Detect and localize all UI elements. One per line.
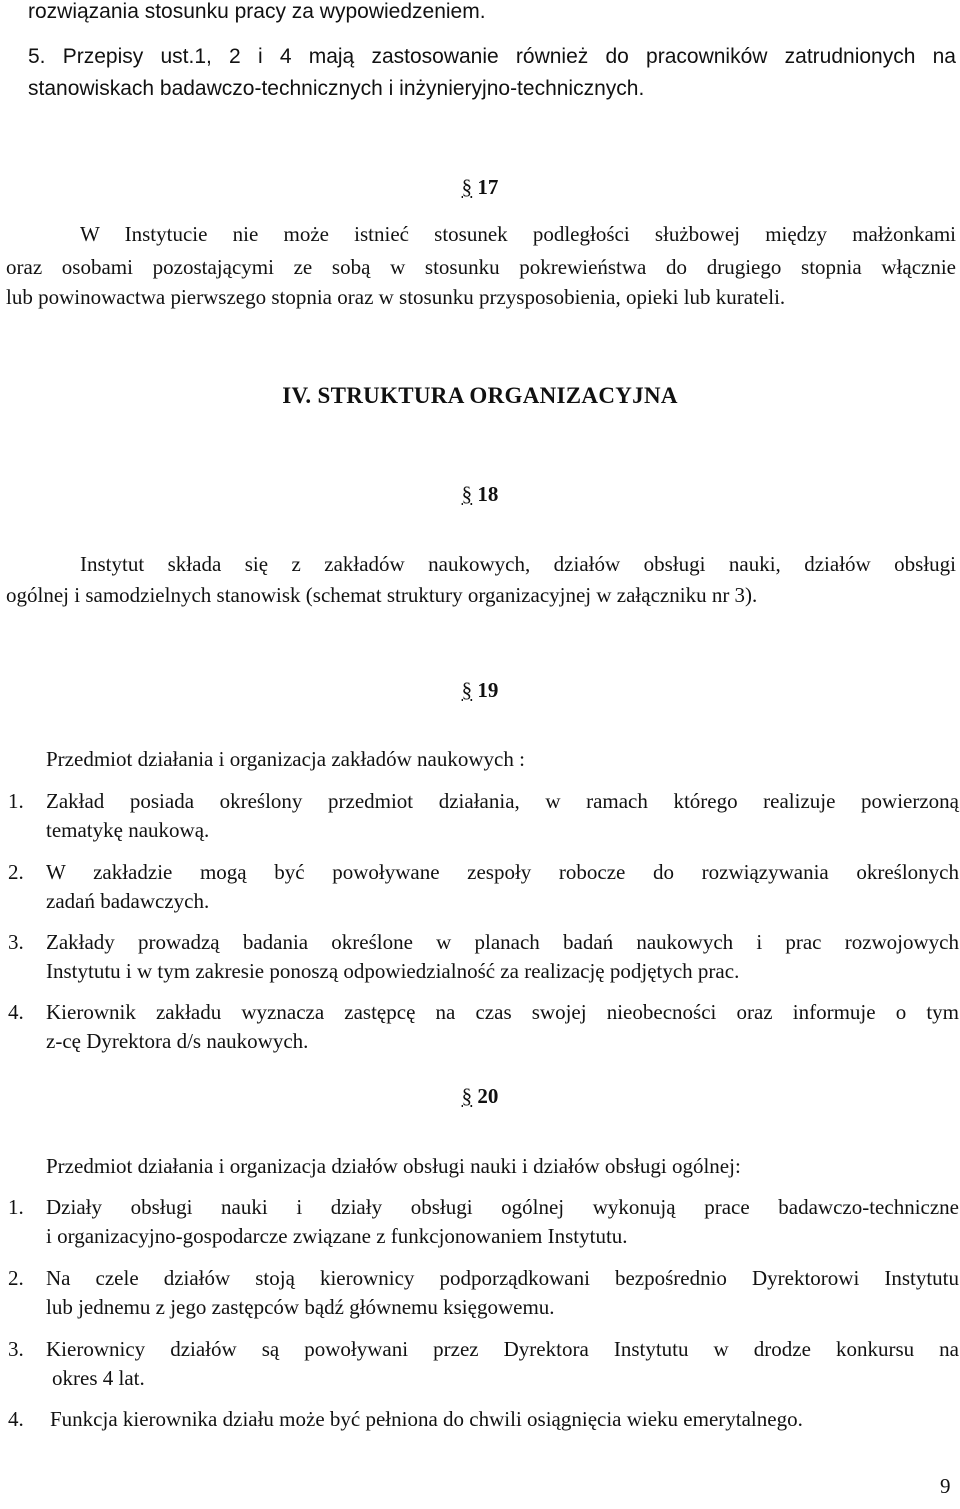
paragraph-5-line-2: stanowiskach badawczo-technicznych i inżynieryjno-technicznych. (28, 77, 645, 100)
list-item-line: i organizacyjno-gospodarcze związane z funkcjonowaniem Instytutu. (46, 1224, 628, 1248)
list-item-number: 4. (8, 1000, 24, 1024)
list-item-line: Kierownicy działów są powoływani przez Dyrektora Instytutu w drodze konkursu na (46, 1337, 959, 1361)
section-symbol: § (461, 1084, 473, 1108)
list-item-line: z-cę Dyrektora d/s naukowych. (46, 1029, 309, 1053)
section-number: 19 (477, 678, 499, 702)
list-item-number: 1. (8, 789, 24, 813)
list-item-line: Działy obsługi nauki i działy obsługi ogólnej wykonują prace badawczo-techniczne (46, 1195, 959, 1219)
section-18-heading (0, 482, 960, 507)
list-item-line: Zakłady prowadzą badania określone w planach badań naukowych i prac rozwojowych (46, 930, 959, 954)
list-item-line: Kierownik zakładu wyznacza zastępcę na czas swojej nieobecności oraz informuje o tym (46, 1000, 959, 1024)
section-symbol: § (461, 175, 473, 199)
list-item-line: Instytutu i w tym zakresie ponoszą odpowiedzialność za realizację podjętych prac. (46, 959, 740, 983)
section-19-lead: Przedmiot działania i organizacja zakładów naukowych : (46, 747, 525, 771)
section-18-line-2: ogólnej i samodzielnych stanowisk (schemat struktury organizacyjnej w załączniku nr 3). (6, 583, 758, 607)
list-item-line: W zakładzie mogą być powoływane zespoły robocze do rozwiązywania określonych (46, 860, 959, 884)
list-item-line: zadań badawczych. (46, 889, 210, 913)
list-item-number: 4. (8, 1407, 24, 1431)
list-item-line: Funkcja kierownika działu może być pełniona do chwili osiągnięcia wieku emerytalnego. (50, 1407, 803, 1431)
section-17-line-3: lub powinowactwa pierwszego stopnia oraz w stosunku przysposobienia, opieki lub kurateli. (6, 285, 786, 309)
list-item-number: 2. (8, 1266, 24, 1290)
section-20-heading (0, 1084, 960, 1109)
section-17-line-2: oraz osobami pozostającymi ze sobą w stosunku pokrewieństwa do drugiego stopnia włącznie (6, 255, 956, 279)
section-17-line-1: W Instytucie nie może istnieć stosunek podległości służbowej między małżonkami (80, 222, 956, 246)
paragraph-5-line-1: 5. Przepisy ust.1, 2 i 4 mają zastosowanie również do pracowników zatrudnionych na (28, 45, 956, 68)
list-item-line: lub jednemu z jego zastępców bądź głównemu księgowemu. (46, 1295, 555, 1319)
section-18-line-1: Instytut składa się z zakładów naukowych, działów obsługi nauki, działów obsługi (80, 552, 956, 576)
section-17-heading (0, 175, 960, 200)
intro-text-line: rozwiązania stosunku pracy za wypowiedzeniem. (28, 0, 486, 23)
list-item-number: 3. (8, 1337, 24, 1361)
list-item-line: Zakład posiada określony przedmiot działania, w ramach którego realizuje powierzoną (46, 789, 959, 813)
section-symbol: § (461, 482, 473, 506)
list-item-number: 1. (8, 1195, 24, 1219)
page-number: 9 (940, 1474, 951, 1498)
section-number: 17 (477, 175, 499, 199)
section-symbol: § (461, 678, 473, 702)
chapter-title: IV. STRUKTURA ORGANIZACYJNA (282, 383, 678, 408)
section-number: 18 (477, 482, 499, 506)
list-item-line: Na czele działów stoją kierownicy podporządkowani bezpośrednio Dyrektorowi Instytutu (46, 1266, 959, 1290)
section-19-heading (0, 678, 960, 703)
section-number: 20 (477, 1084, 499, 1108)
list-item-number: 3. (8, 930, 24, 954)
section-20-lead: Przedmiot działania i organizacja działów obsługi nauki i działów obsługi ogólnej: (46, 1154, 741, 1178)
list-item-number: 2. (8, 860, 24, 884)
list-item-line: tematykę naukową. (46, 818, 210, 842)
list-item-line: okres 4 lat. (52, 1366, 145, 1390)
